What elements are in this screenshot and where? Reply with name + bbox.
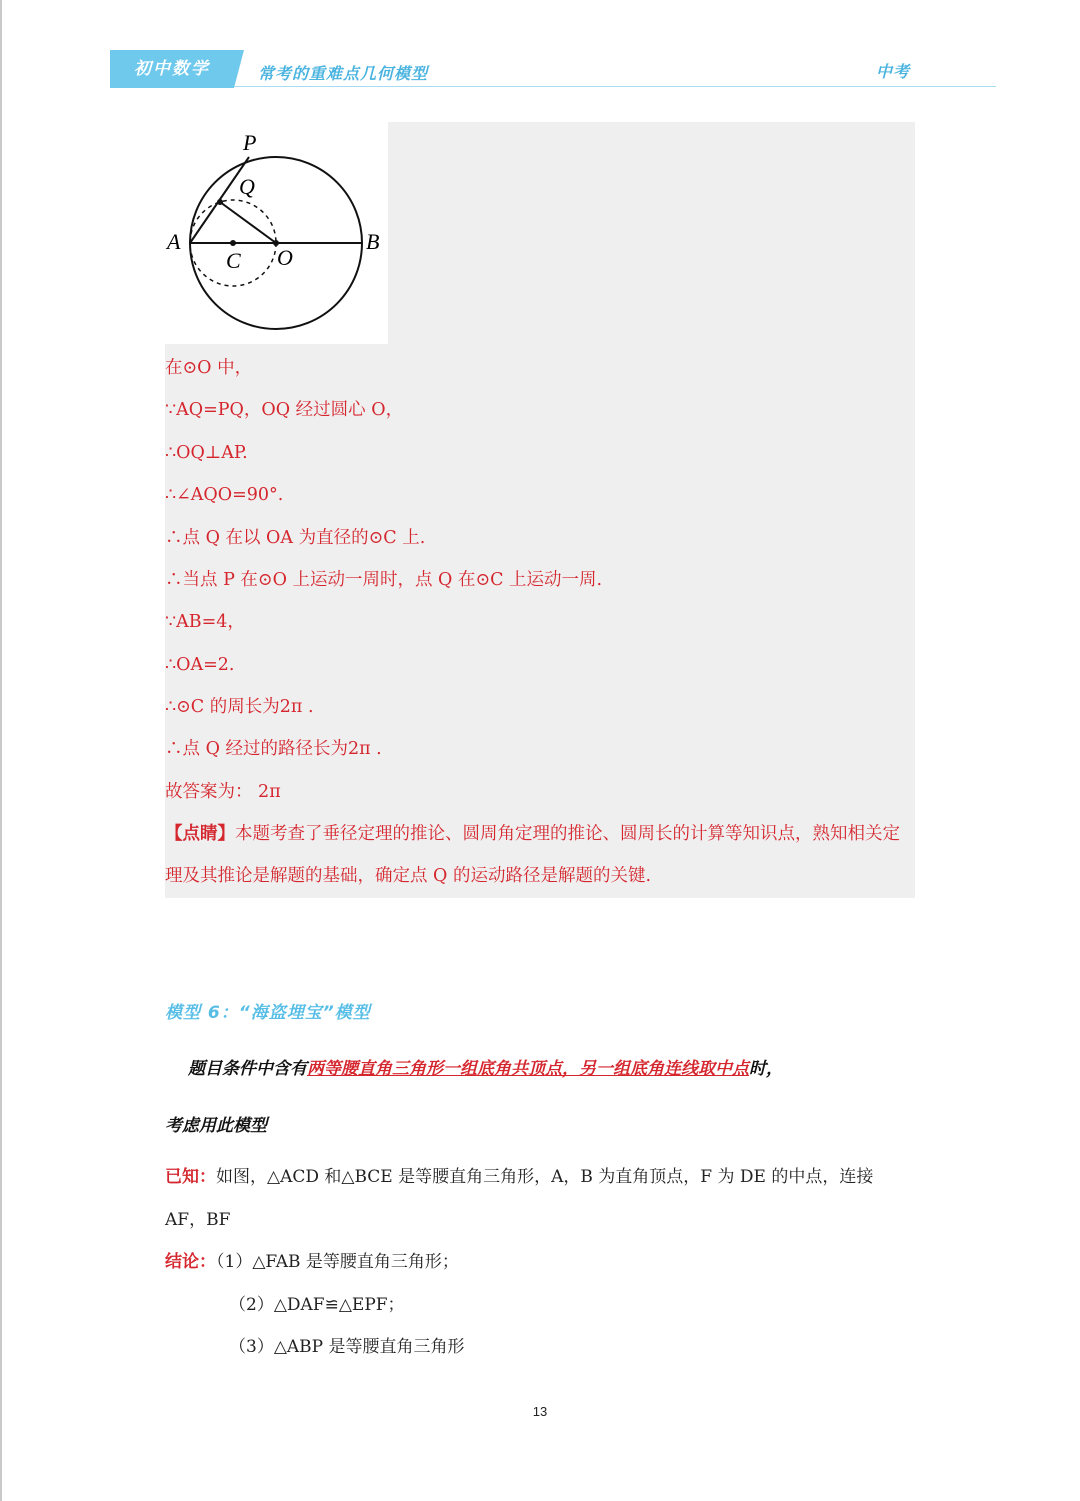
condition-line-2: 考虑用此模型 xyxy=(165,1116,267,1136)
condition-prefix: 题目条件中含有 xyxy=(188,1059,307,1079)
label-o: O xyxy=(277,245,293,270)
known-label: 已知： xyxy=(165,1167,216,1187)
label-c: C xyxy=(226,248,241,273)
known-text: 如图，△ACD 和△BCE 是等腰直角三角形，A，B 为直角顶点，F 为 DE 的中点，连接 xyxy=(216,1167,874,1187)
solution-line: ∴当点 P 在⊙O 上运动一周时，点 Q 在⊙C 上运动一周. xyxy=(165,570,603,590)
solution-line: ∵AQ=PQ，OQ 经过圆心 O， xyxy=(165,400,404,420)
page-header xyxy=(110,50,996,88)
solution-line: ∴OA=2. xyxy=(165,655,235,675)
circle-diagram xyxy=(165,122,388,344)
point-c xyxy=(230,240,236,246)
solution-line: 在⊙O 中， xyxy=(165,358,253,378)
segment-qo xyxy=(220,202,276,243)
conclusion-paragraph xyxy=(165,1247,459,1272)
condition-line xyxy=(188,1054,783,1079)
condition-suffix: 时， xyxy=(749,1059,783,1079)
page-number: 13 xyxy=(532,1404,548,1419)
solution-line: ∴⊙C 的周长为2π . xyxy=(165,697,314,717)
page-border xyxy=(0,0,2,1501)
circle-figure xyxy=(165,122,388,344)
header-right-label: 中考 xyxy=(875,62,910,81)
point-q xyxy=(217,199,223,205)
known-text-2: AF，BF xyxy=(165,1210,231,1230)
conclusion-label: 结论： xyxy=(165,1252,216,1272)
solution-line: ∵AB=4， xyxy=(165,612,245,632)
header-badge: 初中数学 xyxy=(110,50,234,88)
comment-paragraph xyxy=(165,813,917,897)
label-q: Q xyxy=(239,174,255,199)
label-a: A xyxy=(167,229,181,254)
comment-label: 【点睛】 xyxy=(165,824,235,844)
known-paragraph xyxy=(165,1162,873,1187)
conclusion-item: （1）△FAB 是等腰直角三角形； xyxy=(216,1252,459,1272)
header-title: 常考的重难点几何模型 xyxy=(258,64,429,83)
model-title: 模型 6：“海盗埋宝”模型 xyxy=(165,1003,371,1023)
solution-line: ∴点 Q 经过的路径长为2π . xyxy=(165,739,382,759)
solution-line: 故答案为： 2π xyxy=(165,782,281,802)
solution-line: ∴∠AQO=90°. xyxy=(165,485,284,505)
conclusion-item: （3）△ABP 是等腰直角三角形 xyxy=(229,1337,465,1357)
comment-text: 本题考查了垂径定理的推论、圆周角定理的推论、圆周长的计算等知识点，熟知相关定理及其推论是解题的基础，确定点 Q 的运动路径是解题的关键. xyxy=(165,824,900,886)
solution-line: ∴OQ⊥AP. xyxy=(165,443,248,463)
label-p: P xyxy=(243,130,257,155)
label-b: B xyxy=(366,229,380,254)
condition-highlight: 两等腰直角三角形一组底角共顶点，另一组底角连线取中点 xyxy=(307,1059,749,1079)
header-divider xyxy=(234,86,996,87)
solution-line: ∴点 Q 在以 OA 为直径的⊙C 上. xyxy=(165,528,426,548)
conclusion-item: （2）△DAF≌△EPF； xyxy=(229,1295,405,1315)
